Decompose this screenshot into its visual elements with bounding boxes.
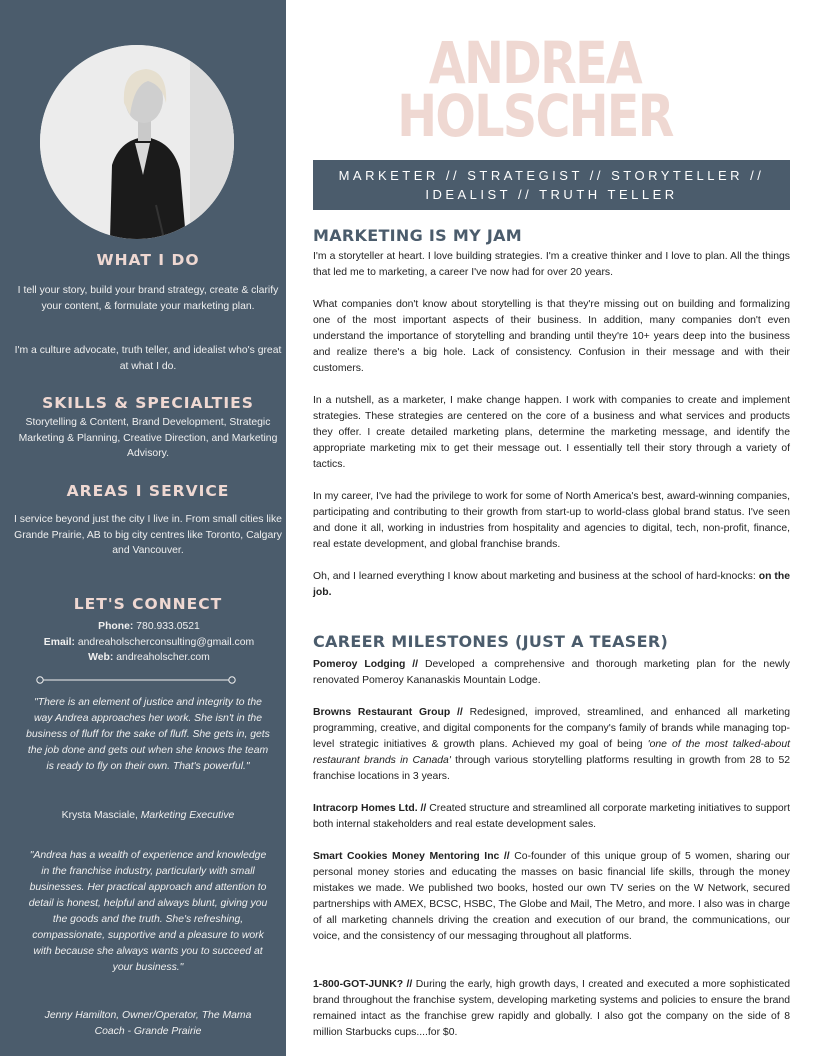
testimonial-author-name: Krysta Masciale, [61, 810, 138, 821]
milestone-item [313, 801, 790, 833]
milestone-text: Redesigned, improved, streamlined, and enhanced all marketing programming, creative, and digital components for the company's family of brands while managing top-level strategic initiatives & growth plans. Achieved my goal of being [313, 707, 791, 750]
milestone-text: Developed a comprehensive and thorough marketing plan for the newly renovated Pomeroy Kananaskis Mountain Lodge. [313, 659, 790, 686]
phone-value[interactable]: 780.933.0521 [136, 621, 200, 632]
contact-info [10, 619, 288, 666]
milestone-title: Pomeroy Lodging // [313, 659, 419, 670]
testimonial-quote-2: "Andrea has a wealth of experience and knowledge in the franchise industry, particularly with small businesses. Her practical approach and attention to detail is honest, helpful and always blunt, giving you the goods and the truth. She's refreshing, compassionate, supportive and a pleasure to work with because she always wants you to succeed at your business." [28, 850, 268, 973]
areas-heading: AREAS I SERVICE [66, 482, 230, 500]
marketing-paragraph-2: What companies don't know about storytelling is that they're missing out on building and formalizing one of the most important aspects of their business. In addition, many companies don't even understand the importance of storytelling and branding until they're 10+ years deep into the business and realize there's a big hole. Lack of consistency. Confusion in their message and with their customers. [313, 299, 790, 374]
tagline-banner [313, 160, 790, 210]
skills-text: Storytelling & Content, Brand Development, Strategic Marketing & Planning, Creative Direction, and Marketing Advisory. [18, 417, 278, 459]
milestone-title: Intracorp Homes Ltd. // [313, 803, 427, 814]
milestone-text-2: through various storytelling platforms resulting in growth from 28 to 52 franchise locations in 3 years. [313, 755, 790, 782]
marketing-heading: MARKETING IS MY JAM [313, 226, 522, 245]
connect-heading: LET'S CONNECT [73, 595, 223, 613]
testimonial-author [14, 808, 282, 824]
milestone-item [313, 657, 790, 689]
what-i-do-text: I tell your story, build your brand strategy, create & clarify your content, & formulate your marketing plan. [17, 285, 279, 312]
tagline-line-1: MARKETER // STRATEGIST // STORYTELLER // [338, 168, 765, 183]
marketing-paragraph-4: In my career, I've had the privilege to work for some of North America's best, award-winning companies, participating and contributing to their growth from start-up to world-class global brand status. I've seen and done it all, working in industries from hospitality and agencies to digital, tech, non-profit, finance, real estate development, and global franchise brands. [313, 491, 790, 550]
testimonial-author-2: Jenny Hamilton, Owner/Operator, The Mama Coach - Grande Prairie [44, 1010, 252, 1037]
milestone-text: During the early, high growth days, I created and executed a more sophisticated brand throughout the franchise system, developing marketing systems and policies to ensure the brand remained intact as the franchise grew rapidly and globally. I also got the company on the side of 8 million Starbucks cups....for $0. [313, 979, 790, 1038]
milestone-title: Browns Restaurant Group // [313, 707, 463, 718]
testimonial-author-role: Marketing Executive [140, 810, 235, 821]
web-label: Web: [88, 652, 114, 663]
marketing-paragraph-1: I'm a storyteller at heart. I love building strategies. I'm a creative thinker and I love to plan. All the things that led me to marketing, a career I've now had for over 20 years. [313, 251, 790, 278]
milestone-italic: 'one of the most talked-about restaurant brands in Canada' [313, 739, 790, 766]
milestone-text: Created structure and streamlined all corporate marketing initiatives to support both internal stakeholders and real estate development sales. [313, 803, 791, 830]
marketing-paragraph-3: In a nutshell, as a marketer, I make change happen. I work with companies to create and implement strategies. These strategies are centered on the core of a business and what services and products they offer. I create detailed marketing plans, determine the marketing message, and identify the appropriate marketing mix to get their message out. I essentially tell their story through a variety of tactics. [313, 395, 790, 470]
testimonial-quote: "There is an element of justice and integrity to the way Andrea approaches her work. She isn't in the business of fluff for the sake of fluff. She gets in, gets the job done and gets out when she knows the team is ready to fly on their own. That's powerful." [26, 697, 270, 772]
milestone-text: Co-founder of this unique group of 5 women, sharing our personal money stories and educating the masses on basic financial life skills, through the money mistakes we made. We published two books, hosted our own TV series on the W Network, secured partnerships with AMEX, BCSC, HSBC, The Globe and Mail, The Metro, and more. I also was in charge of all marketing channels driving the creation and execution of our brand, the communications, our voice, and the consistency of our messaging throughout all platforms. [313, 851, 791, 942]
connector-divider [36, 675, 236, 685]
milestone-title: 1-800-GOT-JUNK? // [313, 979, 413, 990]
email-value[interactable]: andreaholscherconsulting@gmail.com [77, 636, 255, 648]
name-last: HOLSCHER [397, 82, 673, 150]
portrait-photo [40, 45, 234, 239]
sidebar [0, 0, 286, 1056]
marketing-p5-text: Oh, and I learned everything I know about marketing and business at the school of hard-knocks: [313, 571, 759, 582]
tagline-line-2: IDEALIST // TRUTH TELLER [425, 187, 678, 202]
what-i-do-text-2: I'm a culture advocate, truth teller, and idealist who's great at what I do. [14, 345, 282, 372]
marketing-p5-bold: on the job. [313, 571, 790, 598]
phone-line [10, 619, 288, 635]
email-label: Email: [43, 636, 75, 648]
milestone-title: Smart Cookies Money Mentoring Inc // [313, 851, 510, 862]
career-heading: CAREER MILESTONES (JUST A TEASER) [313, 632, 669, 651]
marketing-paragraph-5 [313, 569, 790, 601]
milestone-item [313, 849, 790, 945]
web-line [10, 650, 288, 666]
email-line [10, 635, 288, 651]
milestone-item [313, 705, 790, 785]
web-value[interactable]: andreaholscher.com [116, 652, 210, 663]
name-first: ANDREA [428, 29, 642, 97]
milestone-item [313, 977, 790, 1041]
phone-label: Phone: [98, 621, 134, 632]
skills-heading: SKILLS & SPECIALTIES [42, 394, 254, 412]
avatar [40, 45, 234, 239]
areas-text: I service beyond just the city I live in. From small cities like Grande Prairie, AB to big city centres like Toronto, Calgary and Vancouver. [14, 514, 282, 556]
what-i-do-heading: WHAT I DO [96, 251, 200, 269]
